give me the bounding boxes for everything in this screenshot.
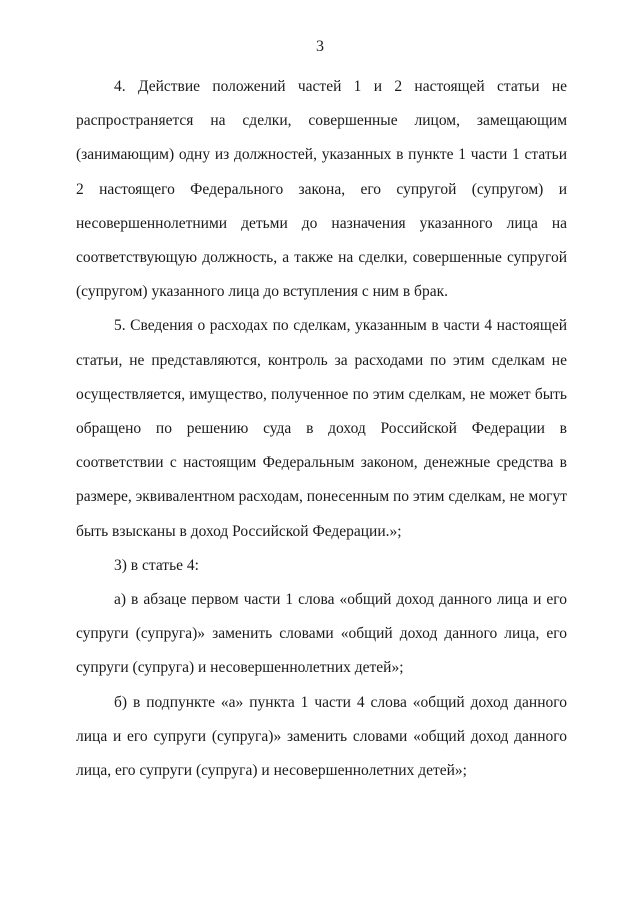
paragraph-point-3: 3) в статье 4: (114, 556, 199, 574)
paragraph-item-4: 4. Действие положений частей 1 и 2 настоящей статьи не распространяется на сделки, совершенные лицом, замещающим (занимающим) одну из должностей, указанных в пункте 1 части 1 статьи 2 настоящего Федерального закона, его супругой (супругом) и несовершеннолетними детьми до назначения указанного лица на соответствующую должность, а также на сделки, совершенные супругой (супругом) указанного лица до вступления с ним в брак. (76, 78, 567, 301)
document-body (76, 70, 567, 788)
page-number: 3 (316, 38, 324, 55)
paragraph-subpoint-a: а) в абзаце первом части 1 слова «общий доход данного лица и его супруги (супруга)» заменить словами «общий доход данного лица, его супруги (супруга) и несовершеннолетних детей»; (76, 591, 567, 677)
paragraph-item-5: 5. Сведения о расходах по сделкам, указанным в части 4 настоящей статьи, не представляются, контроль за расходами по этим сделкам не осуществляется, имущество, полученное по этим сделкам, не может быть обращено по решению суда в доход Российской Федерации в соответствии с настоящим Федеральным законом, денежные средства в размере, эквивалентном расходам, понесенным по этим сделкам, не могут быть взысканы в доход Российской Федерации.»; (76, 317, 567, 540)
paragraph-subpoint-b: б) в подпункте «а» пункта 1 части 4 слова «общий доход данного лица и его супруги (супруга)» заменить словами «общий доход данного лица, его супруги (супруга) и несовершеннолетних детей»; (76, 693, 567, 780)
